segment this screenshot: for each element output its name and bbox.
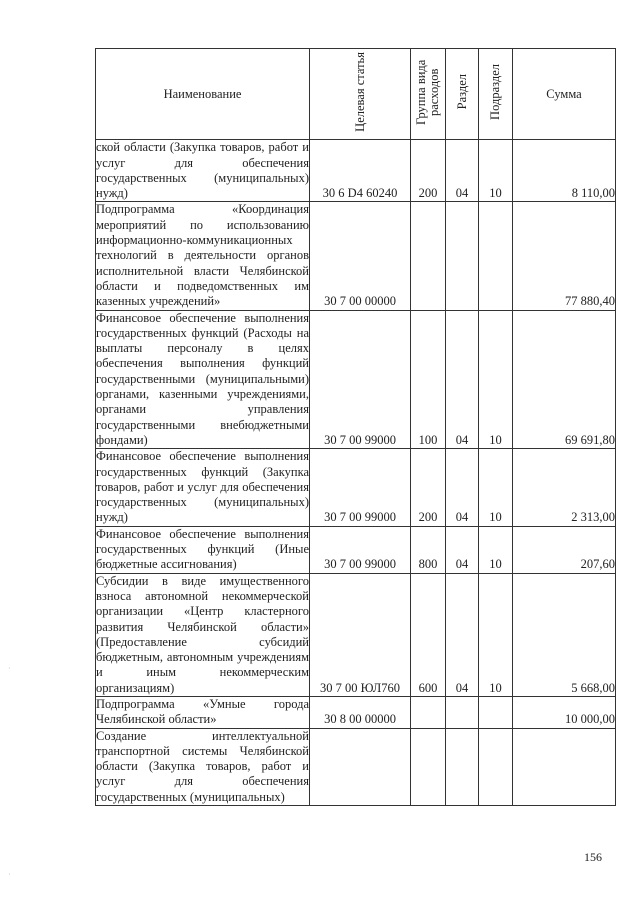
row-target: 30 7 00 99000 — [310, 526, 411, 573]
row-section: 04 — [446, 526, 479, 573]
table-row — [96, 573, 616, 696]
row-subsection: 10 — [479, 310, 513, 449]
header-group: Группа вида расходов — [411, 49, 446, 140]
row-group — [411, 696, 446, 728]
page-number: 156 — [584, 850, 602, 864]
row-section: 04 — [446, 573, 479, 696]
header-subsection: Подраздел — [479, 49, 513, 140]
scan-edge-mark: · — [8, 870, 11, 879]
row-name: Финансовое обеспечение выполнения государственных функций (Иные бюджетные ассигнования) — [96, 526, 309, 572]
row-subsection: 10 — [479, 140, 513, 202]
row-sum: 5 668,00 — [513, 573, 616, 696]
table-row — [96, 526, 616, 573]
row-sum: 77 880,40 — [513, 202, 616, 310]
row-name: Создание интеллектуальной транспортной системы Челябинской области (Закупка товаров, работ и услуг для обеспечения государственных (муниципальных) — [96, 728, 309, 804]
table-row — [96, 202, 616, 310]
row-target: 30 7 00 ЮЛ760 — [310, 573, 411, 696]
row-section: 04 — [446, 140, 479, 202]
row-section: 04 — [446, 449, 479, 526]
row-group: 600 — [411, 573, 446, 696]
row-group — [411, 728, 446, 805]
row-target: 30 7 00 00000 — [310, 202, 411, 310]
row-group — [411, 202, 446, 310]
row-name: Подпрограмма «Умные города Челябинской области» — [96, 696, 309, 727]
row-target: 30 7 00 99000 — [310, 310, 411, 449]
row-name: ской области (Закупка товаров, работ и услуг для обеспечения государственных (муниципальных) нужд) — [96, 140, 309, 201]
header-section: Раздел — [446, 49, 479, 140]
row-name: Подпрограмма «Координация мероприятий по использованию информационно-коммуникационных технологий в деятельности органов исполнительной власти Челябинской области и подведомственных им казенных учреждений» — [96, 202, 309, 309]
row-target: 30 6 D4 60240 — [310, 140, 411, 202]
header-sum: Сумма — [513, 49, 616, 140]
row-subsection — [479, 728, 513, 805]
budget-table — [95, 48, 616, 806]
table-row — [96, 728, 616, 805]
row-subsection: 10 — [479, 526, 513, 573]
row-subsection: 10 — [479, 449, 513, 526]
table-row — [96, 310, 616, 449]
row-sum: 10 000,00 — [513, 696, 616, 728]
table-row — [96, 696, 616, 728]
row-target: 30 8 00 00000 — [310, 696, 411, 728]
row-subsection: 10 — [479, 573, 513, 696]
row-section — [446, 696, 479, 728]
table-row — [96, 140, 616, 202]
row-subsection — [479, 696, 513, 728]
table-header-row — [96, 49, 616, 140]
row-group: 800 — [411, 526, 446, 573]
row-group: 100 — [411, 310, 446, 449]
row-name: Финансовое обеспечение выполнения государственных функций (Расходы на выплаты персоналу в целях обеспечения выполнения функций государственными (муниципальными) органами, казенными учреждениями, органами управления государственными внебюджетными фондами) — [96, 310, 309, 447]
table-row — [96, 449, 616, 526]
header-name: Наименование — [96, 49, 310, 140]
row-subsection — [479, 202, 513, 310]
header-target: Целевая статья — [310, 49, 411, 140]
row-sum: 69 691,80 — [513, 310, 616, 449]
row-group: 200 — [411, 140, 446, 202]
scan-edge-mark: · — [8, 664, 11, 673]
row-sum: 8 110,00 — [513, 140, 616, 202]
row-sum: 2 313,00 — [513, 449, 616, 526]
row-sum — [513, 728, 616, 805]
row-name: Финансовое обеспечение выполнения государственных функций (Закупка товаров, работ и услуг для обеспечения государственных (муниципальных) нужд) — [96, 449, 309, 525]
row-sum: 207,60 — [513, 526, 616, 573]
row-group: 200 — [411, 449, 446, 526]
row-target — [310, 728, 411, 805]
row-section: 04 — [446, 310, 479, 449]
row-section — [446, 728, 479, 805]
row-section — [446, 202, 479, 310]
row-target: 30 7 00 99000 — [310, 449, 411, 526]
row-name: Субсидии в виде имущественного взноса автономной некоммерческой организации «Центр кластерного развития Челябинской области» (Предоставление субсидий бюджетным, автономным учреждениям и иным некоммерческим организациям) — [96, 573, 309, 695]
